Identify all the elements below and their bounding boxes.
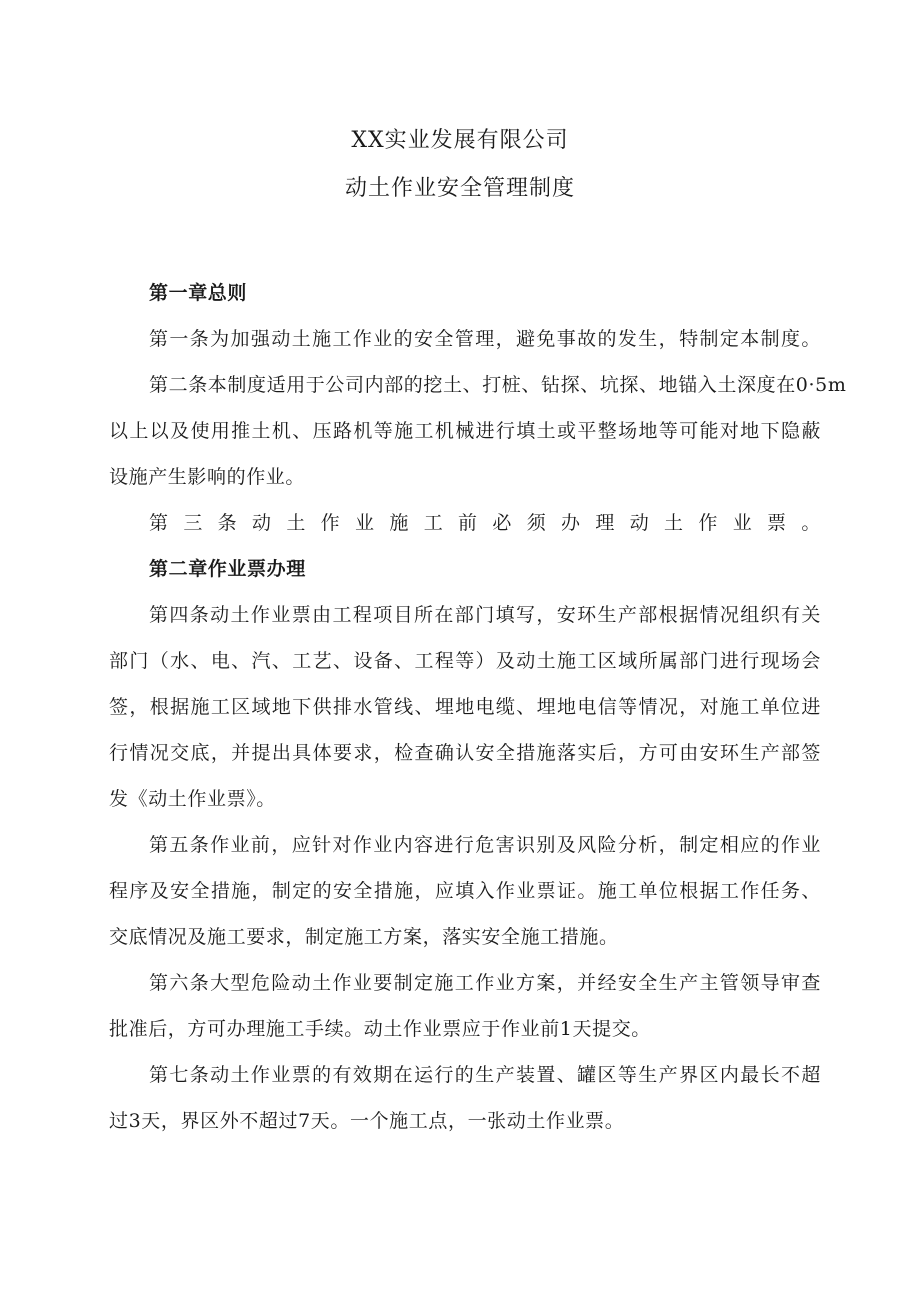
article-line: 第五条作业前，应针对作业内容进行危害识别及风险分析，制定相应的作业 (149, 834, 821, 856)
article-line: 批准后，方可办理施工手续。动土作业票应于作业前1天提交。 (109, 1018, 651, 1040)
article-line: 程序及安全措施，制定的安全措施，应填入作业票证。施工单位根据工作任务、 (109, 880, 821, 902)
article-line: 过3天，界区外不超过7天。一个施工点，一张动土作业票。 (109, 1110, 625, 1132)
article-line: 第一条为加强动土施工作业的安全管理，避免事故的发生，特制定本制度。 (149, 328, 821, 350)
chapter-heading: 第一章总则 (149, 282, 248, 304)
chapter-heading: 第二章作业票办理 (149, 558, 306, 580)
document-title: 动土作业安全管理制度 (344, 176, 575, 201)
article-line: 第六条大型危险动土作业要制定施工作业方案，并经安全生产主管领导审查 (149, 972, 821, 994)
article-line: 以上以及使用推土机、压路机等施工机械进行填土或平整场地等可能对地下隐蔽 (109, 420, 821, 442)
article-line: 部门（水、电、汽、工艺、设备、工程等）及动土施工区域所属部门进行现场会 (109, 650, 821, 672)
article-line: 设施产生影响的作业。 (109, 466, 306, 488)
article-line: 第四条动土作业票由工程项目所在部门填写，安环生产部根据情况组织有关 (149, 604, 821, 626)
article-line: 第七条动土作业票的有效期在运行的生产装置、罐区等生产界区内最长不超 (149, 1064, 821, 1086)
article-line: 交底情况及施工要求，制定施工方案，落实安全施工措施。 (109, 926, 619, 948)
article-line: 行情况交底，并提出具体要求，检查确认安全措施落实后，方可由安环生产部签 (109, 742, 821, 764)
company-title: XX实业发展有限公司 (351, 128, 569, 153)
document-body (109, 270, 847, 1144)
article-line: 第二条本制度适用于公司内部的挖土、打桩、钻探、坑探、地锚入土深度在0·5m (149, 374, 847, 396)
article-line: 签，根据施工区域地下供排水管线、埋地电缆、埋地电信等情况，对施工单位进 (109, 696, 821, 718)
article-line: 发《动土作业票》。 (109, 788, 276, 810)
article-line: 第三条动土作业施工前必须办理动土作业票。 (149, 512, 821, 534)
